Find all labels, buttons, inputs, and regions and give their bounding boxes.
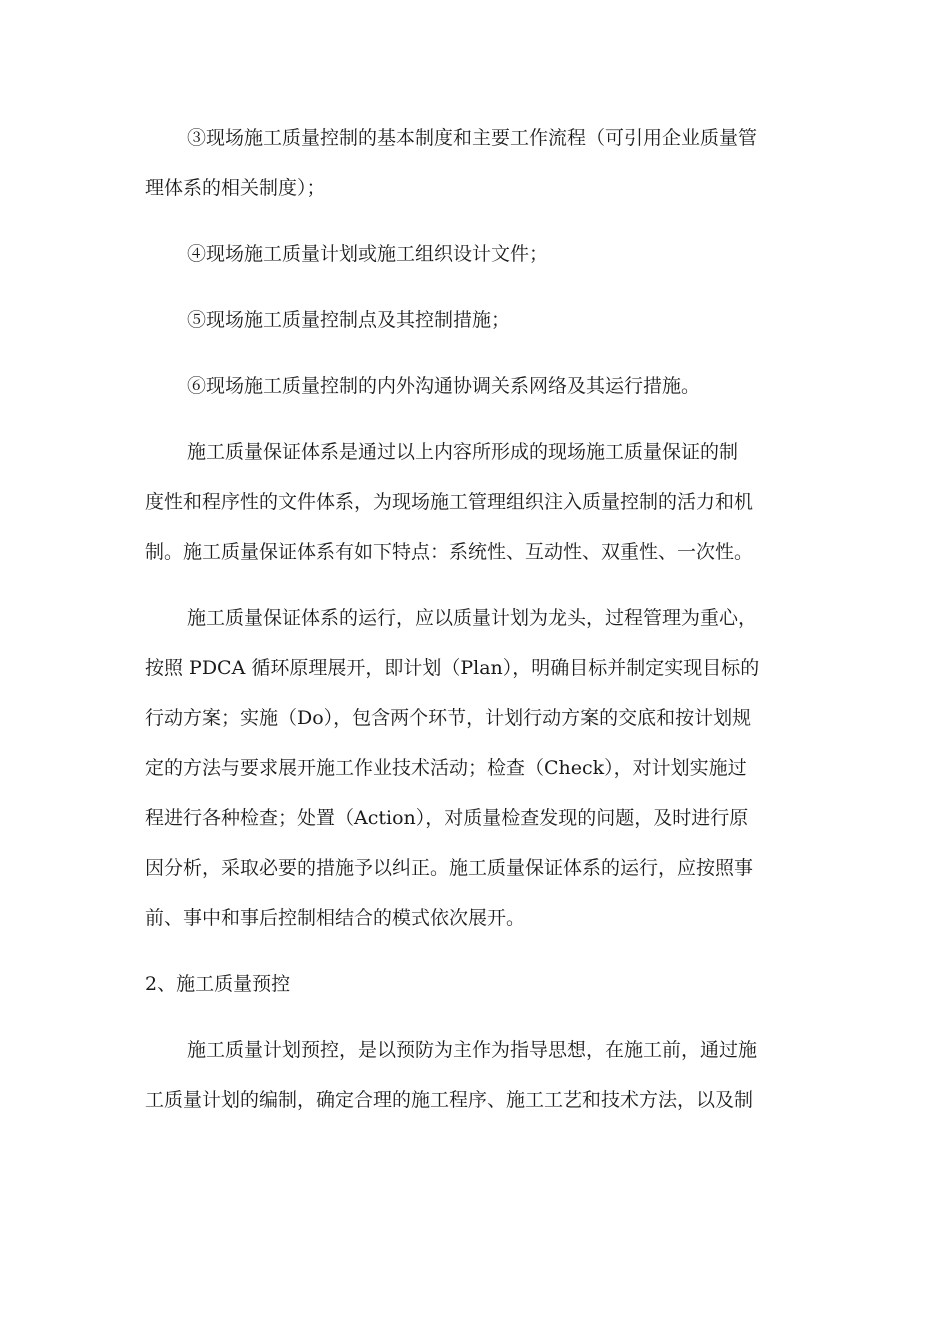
text-line: 理体系的相关制度）；	[145, 177, 326, 199]
paragraph-quality-system	[145, 427, 810, 577]
text-line: 施工质量保证体系的运行，应以质量计划为龙头，过程管理为重心，	[187, 607, 758, 629]
text-line: 制。施工质量保证体系有如下特点：系统性、互动性、双重性、一次性。	[145, 541, 754, 563]
text-line: 定的方法与要求展开施工作业技术活动；检查（Check），对计划实施过	[145, 757, 747, 779]
document-body	[145, 113, 810, 1141]
list-item-6	[145, 361, 810, 411]
text-line: ③现场施工质量控制的基本制度和主要工作流程（可引用企业质量管	[187, 127, 758, 149]
text-line: 按照 PDCA 循环原理展开，即计划（Plan），明确目标并制定实现目标的	[145, 657, 760, 679]
list-item-4	[145, 229, 810, 279]
text-line: ④现场施工质量计划或施工组织设计文件；	[187, 243, 549, 265]
section-heading: 2、施工质量预控	[145, 973, 291, 995]
text-line: 施工质量计划预控，是以预防为主作为指导思想，在施工前，通过施	[187, 1039, 758, 1061]
text-line: ⑤现场施工质量控制点及其控制措施；	[187, 309, 511, 331]
text-line: 前、事中和事后控制相结合的模式依次展开。	[145, 907, 526, 929]
text-line: 行动方案；实施（Do），包含两个环节，计划行动方案的交底和按计划规	[145, 707, 752, 729]
paragraph-pdca	[145, 593, 810, 943]
list-item-5	[145, 295, 810, 345]
text-line: 因分析，采取必要的措施予以纠正。施工质量保证体系的运行，应按照事	[145, 857, 754, 879]
text-line: 程进行各种检查；处置（Action），对质量检查发现的问题，及时进行原	[145, 807, 749, 829]
list-item-3	[145, 113, 810, 213]
text-line: 度性和程序性的文件体系，为现场施工管理组织注入质量控制的活力和机	[145, 491, 754, 513]
text-line: 施工质量保证体系是通过以上内容所形成的现场施工质量保证的制	[187, 441, 739, 463]
text-line: 工质量计划的编制，确定合理的施工程序、施工工艺和技术方法，以及制	[145, 1089, 754, 1111]
paragraph-preplanning	[145, 1025, 810, 1125]
text-line: ⑥现场施工质量控制的内外沟通协调关系网络及其运行措施。	[187, 375, 701, 397]
